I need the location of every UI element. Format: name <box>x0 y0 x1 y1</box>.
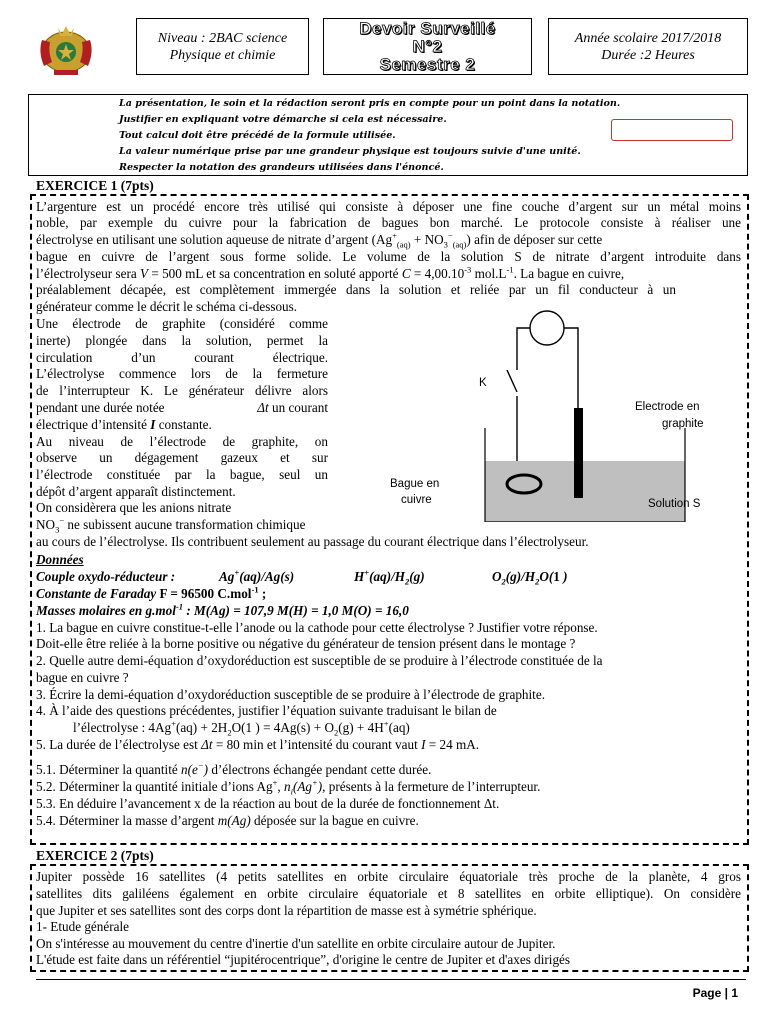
ex1-text-part: mol.L <box>471 266 507 281</box>
ex1-text-part: . La bague en cuivre, <box>513 266 625 281</box>
instruction-item: La valeur numérique prise par une grandeur physique est toujours suivie d'une unité. <box>119 146 581 157</box>
footer-divider <box>36 979 746 980</box>
ex1-text-line: L’électrolyse commence lors de la fermeture <box>36 366 328 381</box>
ex2-text-line: satellites dits galiléens également en orbite circulaire équatoriale et 8 satellites en orbite elliptique). On considère <box>36 886 741 901</box>
generator-symbol <box>530 311 564 345</box>
ex1-text-part: électrique d’intensité <box>36 417 151 432</box>
question-5-3: 5.3. En déduire l’avancement x de la réaction au bout de la durée de fonctionnement Δt. <box>36 796 500 811</box>
ex1-text-line: générateur comme le décrit le schéma ci-dessous. <box>36 299 298 314</box>
wire-left <box>517 328 530 370</box>
ex1-text-part: déposée sur la bague en cuivre. <box>250 813 419 828</box>
ex1-text-line: $NO_3^-$ ne subissent aucune transformation chimique <box>36 515 306 535</box>
instruction-list <box>119 96 620 176</box>
ex1-text-part: l’électrolyse : 4Ag <box>73 720 172 735</box>
label-electrode: graphite <box>662 418 704 430</box>
question-5-4: 5.4. Déterminer la masse d’argent m(Ag) déposée sur la bague en cuivre. <box>36 813 419 828</box>
ex1-text-line: dépôt d’argent apparaît distinctement. <box>36 484 236 499</box>
ex1-text-line: L’argenture est un procédé encore très utilisé qui consiste à déposer une fine couche d’argent sur un métal moins <box>36 199 741 214</box>
ex1-text-part: : M(Ag) = 107,9 M(H) = 1,0 M(O) = 16,0 <box>186 603 409 618</box>
ex2-text-line: L'étude est faite dans un référentiel “jupitérocentrique”, d'origine le centre de Jupiter et d'axes dirigés <box>36 952 571 967</box>
grade-field <box>611 119 733 141</box>
ex1-text-part: pendant une durée notée <box>36 400 165 415</box>
question-1: 1. La bague en cuivre constitue-t-elle l’anode ou la cathode pour cette électrolyse ? Justifier votre réponse. <box>36 620 598 635</box>
ex1-text-line: Au niveau de l’électrode de graphite, on <box>36 434 328 449</box>
ex1-text-part: = 80 min et l’intensité du courant vaut <box>212 737 422 752</box>
molar-masses: Masses molaires en g.mol$^{-1}$ : M(Ag) = 107,9 M(H) = 1,0 M(O) = 16,0 <box>36 601 409 618</box>
exercise-2-title: EXERCICE 2 (7pts) <box>36 848 154 863</box>
instruction-item: Tout calcul doit être précédé de la formule utilisée. <box>119 130 396 141</box>
exercise-1-title: EXERCICE 1 (7pts) <box>36 178 154 193</box>
ex1-text-line: pendant une durée notée Δt un courant <box>36 400 328 415</box>
ex1-text-part: Masses molaires en g.mol <box>36 603 176 618</box>
ex1-text-line: On considèrera que les anions nitrate <box>36 500 232 515</box>
ex1-text-line: circulation d’un courant électrique. <box>36 350 328 365</box>
duration: Durée :2 Heures <box>601 47 695 63</box>
instructions-box <box>28 94 748 176</box>
label-electrode: Electrode en <box>635 401 700 413</box>
instruction-item: Respecter la notation des grandeurs utilisées dans l'énoncé. <box>119 162 444 173</box>
year-box <box>548 18 748 75</box>
ex1-text-part: électrolyse en utilisant une solution aqueuse de nitrate d’argent (Ag <box>36 232 393 247</box>
ex1-text-part: , présents à la fermeture de l’interrupteur. <box>322 779 541 794</box>
ex1-text-part: Couple oxydo-réducteur : <box>36 569 176 584</box>
ex1-text-part: 5.2. Déterminer la quantité initiale d’ions Ag <box>36 779 273 794</box>
page-number: Page | 1 <box>692 986 738 1000</box>
title-box <box>323 18 532 75</box>
graphite-electrode <box>574 408 583 498</box>
ex1-text-part: ) afin de déposer sur cette <box>466 232 603 247</box>
royal-emblem-logo <box>34 22 98 78</box>
data-heading: Données <box>36 552 84 567</box>
ex1-text-part: l’électrolyseur sera <box>36 266 140 281</box>
level-line: Niveau : 2BAC science <box>157 30 288 46</box>
ex1-text-part: F = 96500 C.mol <box>159 586 252 601</box>
ex1-text-line: noble, par exemple du cuivre pour la fabrication de bagues bon marché. Le protocole consiste à réaliser une <box>36 215 741 230</box>
ex1-text-part: = 500 mL et sa concentration en soluté apporté <box>148 266 402 281</box>
ex1-text-part: Constante de Faraday <box>36 586 160 601</box>
ex1-text-line: électrolyse en utilisant une solution aqueuse de nitrate d’argent $(Ag^+_{(aq)} + NO_3^-_{(aq)})$ afin de déposer sur cette <box>36 230 603 250</box>
label-solution: Solution S <box>648 498 701 510</box>
ex1-text-line: Une électrode de graphite (considéré comme <box>36 316 328 331</box>
ex1-text-part: = 4,00.10 <box>410 266 465 281</box>
question-5: 5. La durée de l’électrolyse est Δt = 80 min et l’intensité du courant vaut I = 24 mA. <box>36 737 480 752</box>
instruction-item: Justifier en expliquant votre démarche si cela est nécessaire. <box>119 114 447 125</box>
label-k: K <box>479 377 487 389</box>
ex1-text-part: 5. La durée de l’électrolyse est <box>36 737 202 752</box>
question-1: Doit-elle être reliée à la borne positive ou négative du générateur de tension présent dans le montage ? <box>36 636 576 651</box>
ex1-text-line: bague en cuivre de l’argent sous forme solide. Le volume de la solution S de nitrate d’argent introduite dans <box>36 249 741 264</box>
question-3: 3. Écrire la demi-équation d’oxydoréduction susceptible de se produire à l’électrode de graphite. <box>36 687 545 702</box>
ex1-text-part: constante. <box>155 417 212 432</box>
ex1-text-part: un courant <box>271 400 328 415</box>
ex2-text-line: que Jupiter et ses satellites sont des corps dont la répartition de masse est à symétrie sphérique. <box>36 903 537 918</box>
ex1-text-line: l’électrolyseur sera V = 500 mL et sa concentration en soluté apporté $C = 4,00.10^{-3}$ $mol.L^{-1}$. La bague en cuivre, <box>36 264 625 281</box>
redox-couples: Couple oxydo-réducteur : Ag+(aq)/Ag(s) $H^+(aq)/H_2(g)$ $O_2(g)/H_2O(1$ ) <box>36 567 568 587</box>
ex2-text-line: 1- Etude générale <box>36 919 129 934</box>
ex1-text-part: d’électrons échangée pendant cette durée. <box>208 762 432 777</box>
question-5-1: 5.1. Déterminer la quantité n(e−) d’électrons échangée pendant cette durée. <box>36 760 432 777</box>
instruction-item: La présentation, le soin et la rédaction seront pris en compte pour un point dans la notation. <box>119 98 621 109</box>
ex1-text-part: ne subissent aucune transformation chimique <box>64 517 306 532</box>
wire-right <box>564 328 578 408</box>
electrolysis-diagram <box>386 300 716 522</box>
label-ring: Bague en <box>390 478 440 490</box>
ex1-text-line: électrique d’intensité I constante. <box>36 417 212 432</box>
ex1-text-line: l’électrode constituée par la bague, seul un <box>36 467 328 482</box>
ex1-text-line: observe un dégagement gazeux et sur <box>36 450 328 465</box>
question-4: 4. À l’aide des questions précédentes, justifier l’équation suivante traduisant le bilan de <box>36 703 497 718</box>
school-year: Année scolaire 2017/2018 <box>574 30 722 46</box>
ex2-text-line: On s'intéresse au mouvement du centre d'inertie d'un satellite en orbite circulaire autour de Jupiter. <box>36 936 556 951</box>
ex1-text-line: inerte) plongée dans la solution, permet la <box>36 333 328 348</box>
semester: Semestre 2 <box>379 54 476 74</box>
level-box <box>136 18 309 75</box>
exam-number: N°2 <box>412 36 443 56</box>
ex1-text-part: = 24 mA. <box>425 737 480 752</box>
switch-k <box>507 370 517 392</box>
question-2: bague en cuivre ? <box>36 670 129 685</box>
faraday-constant: Constante de Faraday F = 96500 C.mol$^{-1}$ ; <box>36 584 267 601</box>
ex2-text-line: Jupiter possède 16 satellites (4 petits satellites en orbite circulaire équatoriale très proche de la planète, 4 gros <box>36 869 741 884</box>
question-2: 2. Quelle autre demi-équation d’oxydoréduction est susceptible de se produire à l’électrode constituée de la <box>36 653 603 668</box>
ex1-text-part: 5.1. Déterminer la quantité <box>36 762 182 777</box>
ex1-text-line: préalablement décapée, est complètement immergée dans la solution et reliée par un fil conducteur à un <box>36 282 676 297</box>
subject-line: Physique et chimie <box>169 47 276 63</box>
exam-title: Devoir Surveillé <box>359 18 496 38</box>
question-4: l’électrolyse : $4Ag^+(aq) + 2H_2O(1$ ) = $4Ag(s) + O_2(g) + 4H^+(aq)$ <box>73 718 410 738</box>
ex1-text-part: 5.4. Déterminer la masse d’argent <box>36 813 218 828</box>
ex1-text-line: de l’interrupteur K. Le générateur délivre alors <box>36 383 328 398</box>
ex1-text-line: au cours de l’électrolyse. Ils contribuent seulement au passage du courant électrique dans l’électrolyseur. <box>36 534 589 549</box>
label-ring: cuivre <box>401 494 432 506</box>
question-5-2: 5.2. Déterminer la quantité initiale d’ions Ag+, $n_i(Ag^+)$, présents à la fermeture de l’interrupteur. <box>36 777 541 797</box>
